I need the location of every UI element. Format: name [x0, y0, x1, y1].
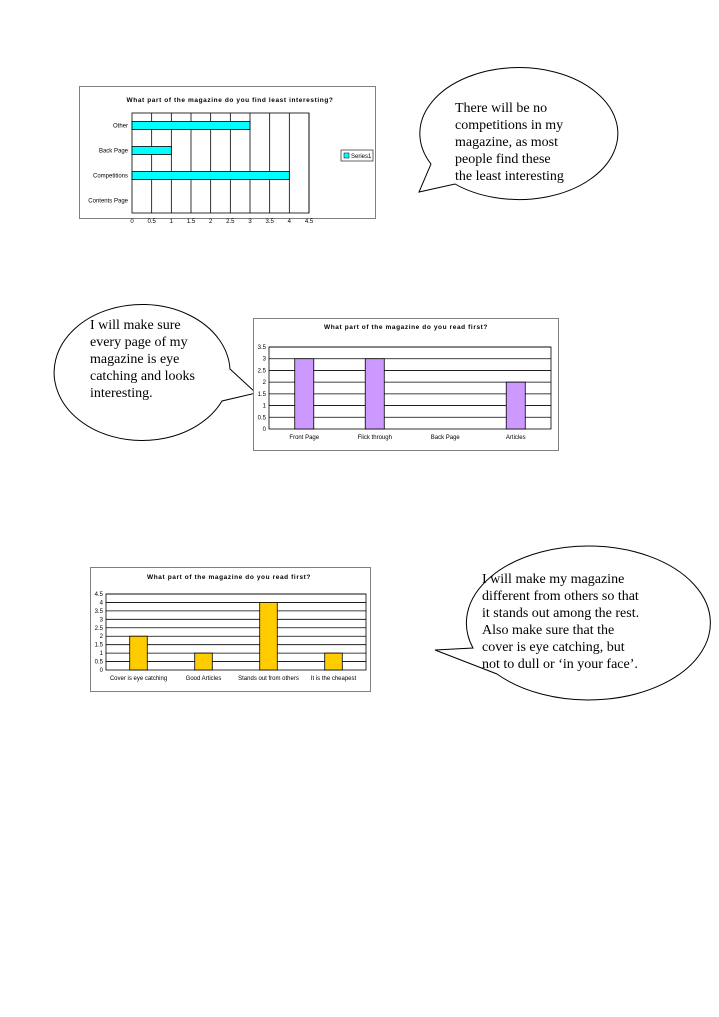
y-tick-label: 3 [262, 356, 266, 363]
speech-bubble-competitions [415, 66, 615, 201]
y-tick-label: Other [112, 123, 128, 130]
y-tick-label: Contents Page [88, 198, 128, 205]
x-tick-label: Back Page [430, 435, 460, 441]
y-tick-label: 3.5 [94, 608, 103, 615]
chart-least-interesting [79, 86, 376, 225]
y-tick-label: 4 [99, 600, 103, 607]
x-tick-label: Cover is eye catching [109, 676, 168, 682]
x-tick-label: 1 [169, 219, 174, 225]
bar [506, 382, 525, 429]
chart-read-first-2 [90, 567, 371, 692]
bubble-line: I will make my magazine [482, 572, 625, 587]
x-tick-label: Flick through [357, 435, 392, 441]
y-tick-label: 2 [262, 380, 266, 387]
chart-read-first-1-canvas [254, 319, 558, 450]
bar [295, 359, 314, 429]
y-tick-label: 1 [99, 651, 103, 658]
bubble-line: every page of my [90, 335, 188, 350]
y-tick-label: 4.5 [94, 592, 103, 598]
x-tick-label: Good Articles [185, 676, 222, 682]
bubble-line: it stands out among the rest. [482, 606, 640, 621]
x-tick-label: 2 [208, 219, 213, 225]
bubble-line: different from others so that [482, 589, 639, 604]
bubble-line: magazine, as most [455, 135, 559, 150]
y-tick-label: 0.5 [257, 415, 266, 422]
bubble-line: people find these [455, 152, 551, 167]
legend-swatch [344, 153, 349, 158]
x-tick-label: Stands out from others [238, 676, 299, 682]
speech-bubble-different [425, 540, 697, 700]
speech-bubble-text [482, 571, 639, 673]
bubble-line: catching and looks [90, 369, 195, 384]
legend-label: Series1 [351, 154, 372, 160]
bar [130, 636, 148, 670]
x-tick-label: 3.5 [265, 219, 274, 225]
bar [132, 147, 171, 155]
x-tick-label: 3 [248, 219, 252, 225]
y-tick-label: 0 [262, 427, 266, 433]
chart-least-interesting-canvas [80, 87, 375, 225]
y-tick-label: 2 [99, 634, 103, 641]
bar [195, 653, 213, 670]
x-tick-label: Articles [505, 435, 526, 441]
y-tick-label: 1.5 [257, 391, 266, 398]
chart-title: What part of the magazine do you read first? [324, 324, 488, 331]
bar [365, 359, 384, 429]
x-tick-label: It is the cheapest [310, 676, 357, 682]
bubble-line: I will make sure [90, 318, 181, 333]
bubble-line: not to dull or ‘in your face’. [482, 657, 638, 672]
x-tick-label: 4.5 [304, 219, 314, 225]
x-tick-label: 2.5 [226, 219, 235, 225]
x-tick-label: 0 [130, 219, 134, 225]
speech-bubble-eye-catching [54, 297, 259, 437]
y-tick-label: 1.5 [94, 642, 103, 649]
chart-title: What part of the magazine do you read first? [147, 574, 311, 581]
bar [260, 602, 278, 670]
bubble-line: cover is eye catching, but [482, 640, 625, 655]
speech-bubble-text [455, 100, 564, 185]
y-tick-label: Back Page [98, 148, 128, 155]
y-tick-label: 0.5 [94, 659, 103, 666]
x-tick-label: Front Page [289, 435, 320, 441]
bubble-line: There will be no [455, 101, 548, 116]
y-tick-label: 3.5 [257, 345, 266, 351]
speech-bubble-text [90, 317, 195, 402]
x-tick-label: 0.5 [147, 219, 156, 225]
bubble-line: Also make sure that the [482, 623, 615, 638]
x-tick-label: 1.5 [186, 219, 196, 225]
bubble-line: interesting. [90, 386, 153, 401]
chart-read-first-1 [253, 318, 559, 451]
y-tick-label: 2.5 [94, 625, 103, 632]
x-tick-label: 4 [287, 219, 292, 225]
chart-read-first-2-canvas [91, 568, 370, 691]
y-tick-label: 0 [99, 668, 103, 674]
bar [132, 172, 289, 180]
y-tick-label: 2.5 [257, 368, 266, 375]
bar [325, 653, 343, 670]
bubble-line: the least interesting [455, 169, 564, 184]
bubble-line: magazine is eye [90, 352, 180, 367]
bubble-line: competitions in my [455, 118, 564, 133]
y-tick-label: Competitions [92, 173, 128, 180]
chart-title: What part of the magazine do you find least interesting? [126, 97, 334, 104]
y-tick-label: 1 [262, 403, 266, 410]
bar [132, 122, 250, 130]
y-tick-label: 3 [99, 617, 103, 624]
